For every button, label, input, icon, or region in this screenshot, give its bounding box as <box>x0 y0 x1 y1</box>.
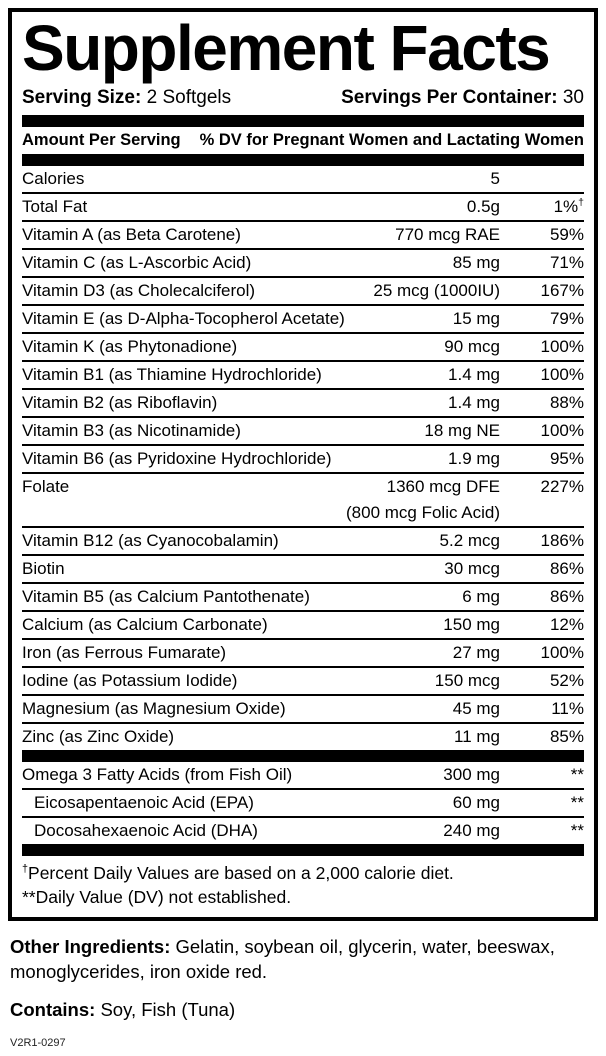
nutrient-amount: 27 mg <box>452 643 500 662</box>
nutrient-name: Vitamin B5 (as Calcium Pantothenate) <box>22 587 310 606</box>
nutrient-dv: 100% <box>540 421 584 440</box>
nutrient-amount: 5 <box>490 169 500 188</box>
version-code: V2R1-0297 <box>10 1037 66 1049</box>
nutrient-dv: 100% <box>540 365 584 384</box>
contains-statement <box>10 997 598 1022</box>
nutrient-amount: 150 mcg <box>434 671 500 690</box>
nutrient-name: Vitamin B2 (as Riboflavin) <box>22 393 218 412</box>
nutrient-name: Biotin <box>22 559 65 578</box>
thick-divider-footnotes <box>22 844 584 856</box>
nutrient-dv: 12% <box>549 615 584 634</box>
nutrient-name: Vitamin E (as D-Alpha-Tocopherol Acetate) <box>22 309 345 328</box>
table-row <box>22 610 584 638</box>
nutrient-amount: 5.2 mcg <box>439 531 500 550</box>
nutrient-amount: 1.4 mg <box>448 393 500 412</box>
table-row <box>22 554 584 582</box>
below-panel-text <box>10 934 598 1056</box>
nutrient-dv: 1%† <box>553 196 584 216</box>
table-row <box>22 276 584 304</box>
nutrient-dv: ** <box>570 793 584 812</box>
footnotes <box>22 856 584 912</box>
thick-divider-top <box>22 115 584 127</box>
nutrient-name: Iodine (as Potassium Iodide) <box>22 671 238 690</box>
nutrient-dv: 95% <box>549 449 584 468</box>
serving-size <box>22 87 231 109</box>
table-row <box>22 762 584 788</box>
nutrient-dv: 52% <box>549 671 584 690</box>
nutrient-amount: 25 mcg (1000IU) <box>373 281 500 300</box>
nutrient-name: Eicosapentaenoic Acid (EPA) <box>34 793 254 812</box>
nutrient-dv: 59% <box>549 225 584 244</box>
thick-divider-section <box>22 750 584 762</box>
nutrient-name: Vitamin B3 (as Nicotinamide) <box>22 421 241 440</box>
nutrient-amount: 11 mg <box>454 727 500 746</box>
nutrient-amount: 1.9 mg <box>448 449 500 468</box>
panel-title: Supplement Facts <box>22 12 550 84</box>
nutrient-dv: 86% <box>549 559 584 578</box>
nutrient-name: Iron (as Ferrous Fumarate) <box>22 643 227 662</box>
nutrient-dv: 100% <box>540 337 584 356</box>
table-row <box>22 304 584 332</box>
nutrient-amount: 85 mg <box>452 253 500 272</box>
nutrient-dv: ** <box>570 821 584 840</box>
table-row <box>22 192 584 220</box>
nutrient-amount: 1.4 mg <box>448 365 500 384</box>
table-row <box>22 444 584 472</box>
servings-per-container-label: Servings Per Container: <box>341 87 558 108</box>
nutrient-name: Omega 3 Fatty Acids (from Fish Oil) <box>22 765 293 784</box>
nutrient-name: Vitamin D3 (as Cholecalciferol) <box>22 281 256 300</box>
nutrient-name: Vitamin A (as Beta Carotene) <box>22 225 241 244</box>
nutrient-dv: 71% <box>549 253 584 272</box>
servings-per-container <box>341 87 584 109</box>
table-row <box>22 472 584 526</box>
table-row <box>22 694 584 722</box>
table-row <box>22 526 584 554</box>
table-row <box>22 416 584 444</box>
table-row <box>22 360 584 388</box>
footnote: †Percent Daily Values are based on a 2,000 calorie diet. <box>22 863 454 883</box>
supplement-facts-panel <box>8 8 598 921</box>
column-header-row <box>22 127 584 154</box>
nutrient-name: Vitamin K (as Phytonadione) <box>22 337 238 356</box>
nutrient-name: Calories <box>22 169 85 188</box>
table-row <box>22 638 584 666</box>
footnote: **Daily Value (DV) not established. <box>22 887 292 907</box>
nutrient-amount: 30 mcg <box>444 559 500 578</box>
nutrient-name: Vitamin B12 (as Cyanocobalamin) <box>22 531 279 550</box>
nutrient-amount: 1360 mcg DFE (800 mcg Folic Acid) <box>346 477 500 522</box>
table-row <box>22 722 584 750</box>
nutrient-amount: 90 mcg <box>444 337 500 356</box>
nutrient-amount: 6 mg <box>462 587 500 606</box>
nutrient-name: Total Fat <box>22 197 88 216</box>
nutrient-dv: 167% <box>540 281 584 300</box>
nutrient-name: Magnesium (as Magnesium Oxide) <box>22 699 286 718</box>
servings-per-container-value: 30 <box>562 87 584 108</box>
nutrient-name: Docosahexaenoic Acid (DHA) <box>34 821 258 840</box>
nutrient-dv: 85% <box>549 727 584 746</box>
nutrient-name: Vitamin B1 (as Thiamine Hydrochloride) <box>22 365 322 384</box>
serving-size-label: Serving Size: <box>22 87 142 108</box>
serving-size-value: 2 Softgels <box>146 87 232 108</box>
nutrient-amount: 0.5g <box>466 197 500 216</box>
nutrient-amount: 15 mg <box>452 309 500 328</box>
nutrient-dv: 11% <box>551 699 584 718</box>
nutrient-name: Folate <box>22 477 70 496</box>
table-row <box>22 788 584 816</box>
serving-info-row <box>22 87 584 109</box>
nutrient-dv: 79% <box>549 309 584 328</box>
nutrient-name: Calcium (as Calcium Carbonate) <box>22 615 268 634</box>
table-row <box>22 666 584 694</box>
nutrient-name: Vitamin B6 (as Pyridoxine Hydrochloride) <box>22 449 332 468</box>
table-row <box>22 332 584 360</box>
nutrient-dv: 86% <box>549 587 584 606</box>
nutrient-name: Zinc (as Zinc Oxide) <box>22 727 175 746</box>
table-row <box>22 166 584 192</box>
table-row <box>22 388 584 416</box>
nutrient-amount: 18 mg NE <box>424 421 500 440</box>
column-header-dv: % DV for Pregnant Women and Lactating Women <box>199 131 584 149</box>
nutrient-amount: 240 mg <box>443 821 500 840</box>
nutrient-dv: 88% <box>549 393 584 412</box>
contains-label: Contains: <box>10 999 96 1020</box>
nutrient-name: Vitamin C (as L-Ascorbic Acid) <box>22 253 252 272</box>
nutrient-dv: ** <box>570 765 584 784</box>
table-row <box>22 582 584 610</box>
other-ingredients <box>10 934 586 984</box>
nutrient-amount: 150 mg <box>443 615 500 634</box>
contains-value: Soy, Fish (Tuna) <box>100 999 236 1020</box>
table-row <box>22 248 584 276</box>
nutrient-amount: 300 mg <box>443 765 500 784</box>
nutrient-amount: 60 mg <box>452 793 500 812</box>
nutrient-dv: 100% <box>540 643 584 662</box>
nutrient-dv: 227% <box>540 477 584 496</box>
nutrient-amount: 45 mg <box>452 699 500 718</box>
facts-rows <box>22 166 584 844</box>
table-row <box>22 816 584 844</box>
column-header-amount: Amount Per Serving <box>22 131 181 149</box>
thick-divider-header <box>22 154 584 166</box>
table-row <box>22 220 584 248</box>
other-ingredients-value: Gelatin, soybean oil, glycerin, water, beeswax, monoglycerides, iron oxide red. <box>10 936 555 982</box>
other-ingredients-label: Other Ingredients: <box>10 936 171 957</box>
nutrient-amount: 770 mcg RAE <box>395 225 500 244</box>
nutrient-dv: 186% <box>540 531 584 550</box>
